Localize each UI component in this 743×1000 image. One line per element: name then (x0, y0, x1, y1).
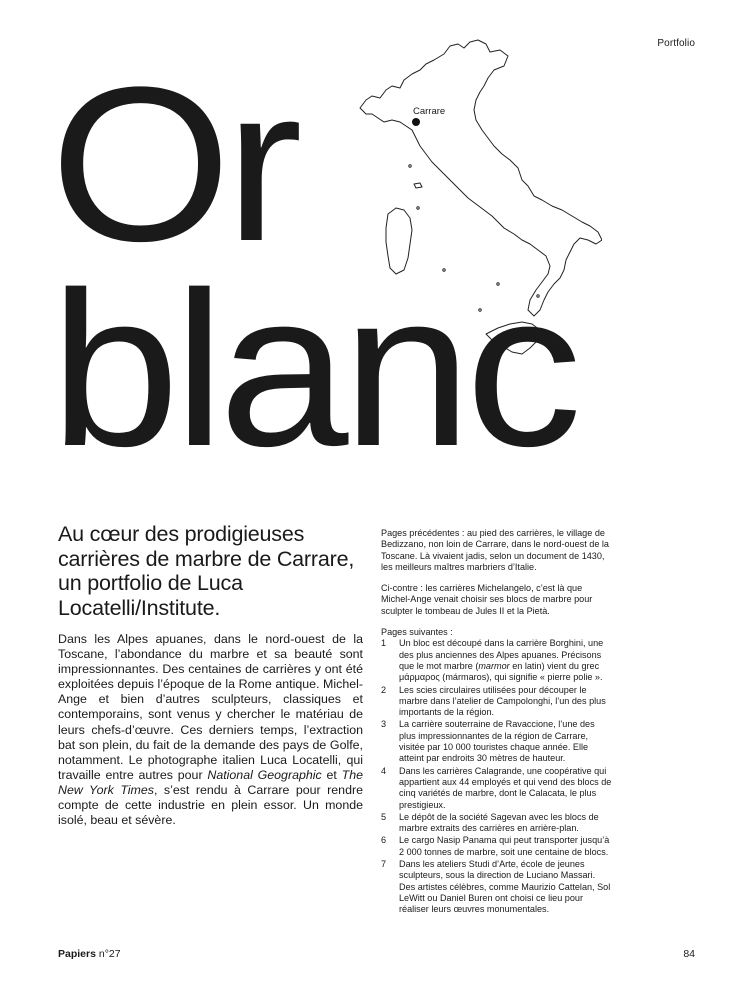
caption-number: 6 (381, 835, 387, 846)
caption-text: Dans les carrières Calagrande, une coopérative qui appartient aux 44 employés et qui vend des blocs de cinq variétés de marbre, dont le Calacata, le plus prestigieux. (399, 765, 612, 810)
caption-following-heading: Pages suivantes : (381, 627, 453, 638)
body-part-1: Dans les Alpes apuanes, dans le nord-ouest de la Toscane, l’abondance du marbre et sa beauté sont impressionnantes. Des centaines de carrières y ont été exploitées depuis l’époque de la Rome antique. Michel-Ange et bien d’autres sculpteurs, classiques et contemporains, sont venus y chercher le matériau de leurs chefs-d’œuvre. Ces derniers temps, l’extraction bat son plein, du fait de la demande des pays de Golfe, notamment. Le photographe italien Luca Locatelli, qui travaille entre autres pour (58, 632, 363, 782)
caption-list (381, 638, 613, 915)
caption-text: Un bloc est découpé dans la carrière Borghini, une des plus anciennes des Alpes apuanes. Précisons que le mot marbre ( (399, 638, 604, 671)
caption-text: La carrière souterraine de Ravaccione, l’une des plus impressionnantes de la région de Carrare, visitée par 10 000 touristes chaque année. Elle atteint par endroits 30 mètres de hauteur. (399, 719, 595, 764)
issue-number: n°27 (98, 948, 121, 960)
caption-opposite: Ci-contre : les carrières Michelangelo, c’est là que Michel-Ange venait choisir ses blocs de marbre pour sculpter le tombeau de Jules II et la Pietà. (381, 583, 593, 616)
caption-text: Le dépôt de la société Sagevan avec les blocs de marbre extraits des carrières en arrière-plan. (399, 811, 599, 834)
caption-latin-word: marmor (478, 660, 510, 671)
caption-text: Dans les ateliers Studi d’Arte, école de jeunes sculpteurs, sous la direction de Luciano Massari. Des artistes célèbres, comme Maurizio Cattelan, Sol LeWitt ou Daniel Buren ont choisi ce lieu pour réaliser leurs œuvres monumentales. (399, 859, 611, 915)
caption-number: 2 (381, 684, 387, 695)
body-conjunction: et (321, 767, 342, 782)
caption-text: en latin) vient du grec μάρμαρος (mármaros), qui signifie « pierre polie ». (399, 660, 603, 683)
publication-name: The New York Times (58, 767, 363, 797)
caption-number: 3 (381, 719, 387, 730)
caption-item (381, 638, 613, 683)
page-number: 84 (683, 948, 695, 960)
caption-number: 1 (381, 638, 387, 649)
carrare-label: Carrare (413, 106, 446, 117)
caption-item (381, 812, 613, 835)
body-text (58, 632, 363, 828)
caption-number: 7 (381, 859, 387, 870)
title-line-1: Or (50, 41, 297, 287)
magazine-name: Papiers (58, 948, 96, 960)
publication-name: National Geographic (207, 767, 322, 782)
lede: Au cœur des prodigieuses carrières de marbre de Carrare, un portfolio de Luca Locatelli/Institute. (58, 522, 355, 620)
photo-captions (381, 528, 613, 917)
caption-item (381, 719, 613, 764)
page-title (50, 41, 576, 492)
caption-text: Les scies circulaires utilisées pour découper le marbre dans l’atelier de Campolonghi, l’un des plus importants de la région. (399, 684, 606, 718)
body-part-2: , s’est rendu à Carrare pour rendre compte de cette industrie en plein essor. Un monde isolé, beau et sévère. (58, 782, 363, 828)
title-line-2: blanc (50, 246, 576, 492)
caption-number: 4 (381, 765, 387, 776)
caption-number: 5 (381, 811, 387, 822)
caption-item (381, 835, 613, 858)
magazine-footer (58, 948, 121, 960)
caption-item (381, 685, 613, 719)
caption-text: Le cargo Nasip Panama qui peut transporter jusqu’à 2 000 tonnes de marbre, soit une centaine de blocs. (399, 835, 610, 857)
section-label: Portfolio (657, 38, 695, 49)
caption-item (381, 859, 613, 915)
caption-previous-pages: Pages précédentes : au pied des carrières, le village de Bedizzano, non loin de Carrare, dans le nord-ouest de la Toscane. Là vivaient jadis, selon un document de 1430, les meilleurs maîtres marbriers d’Italie. (381, 528, 609, 572)
caption-item (381, 766, 613, 811)
